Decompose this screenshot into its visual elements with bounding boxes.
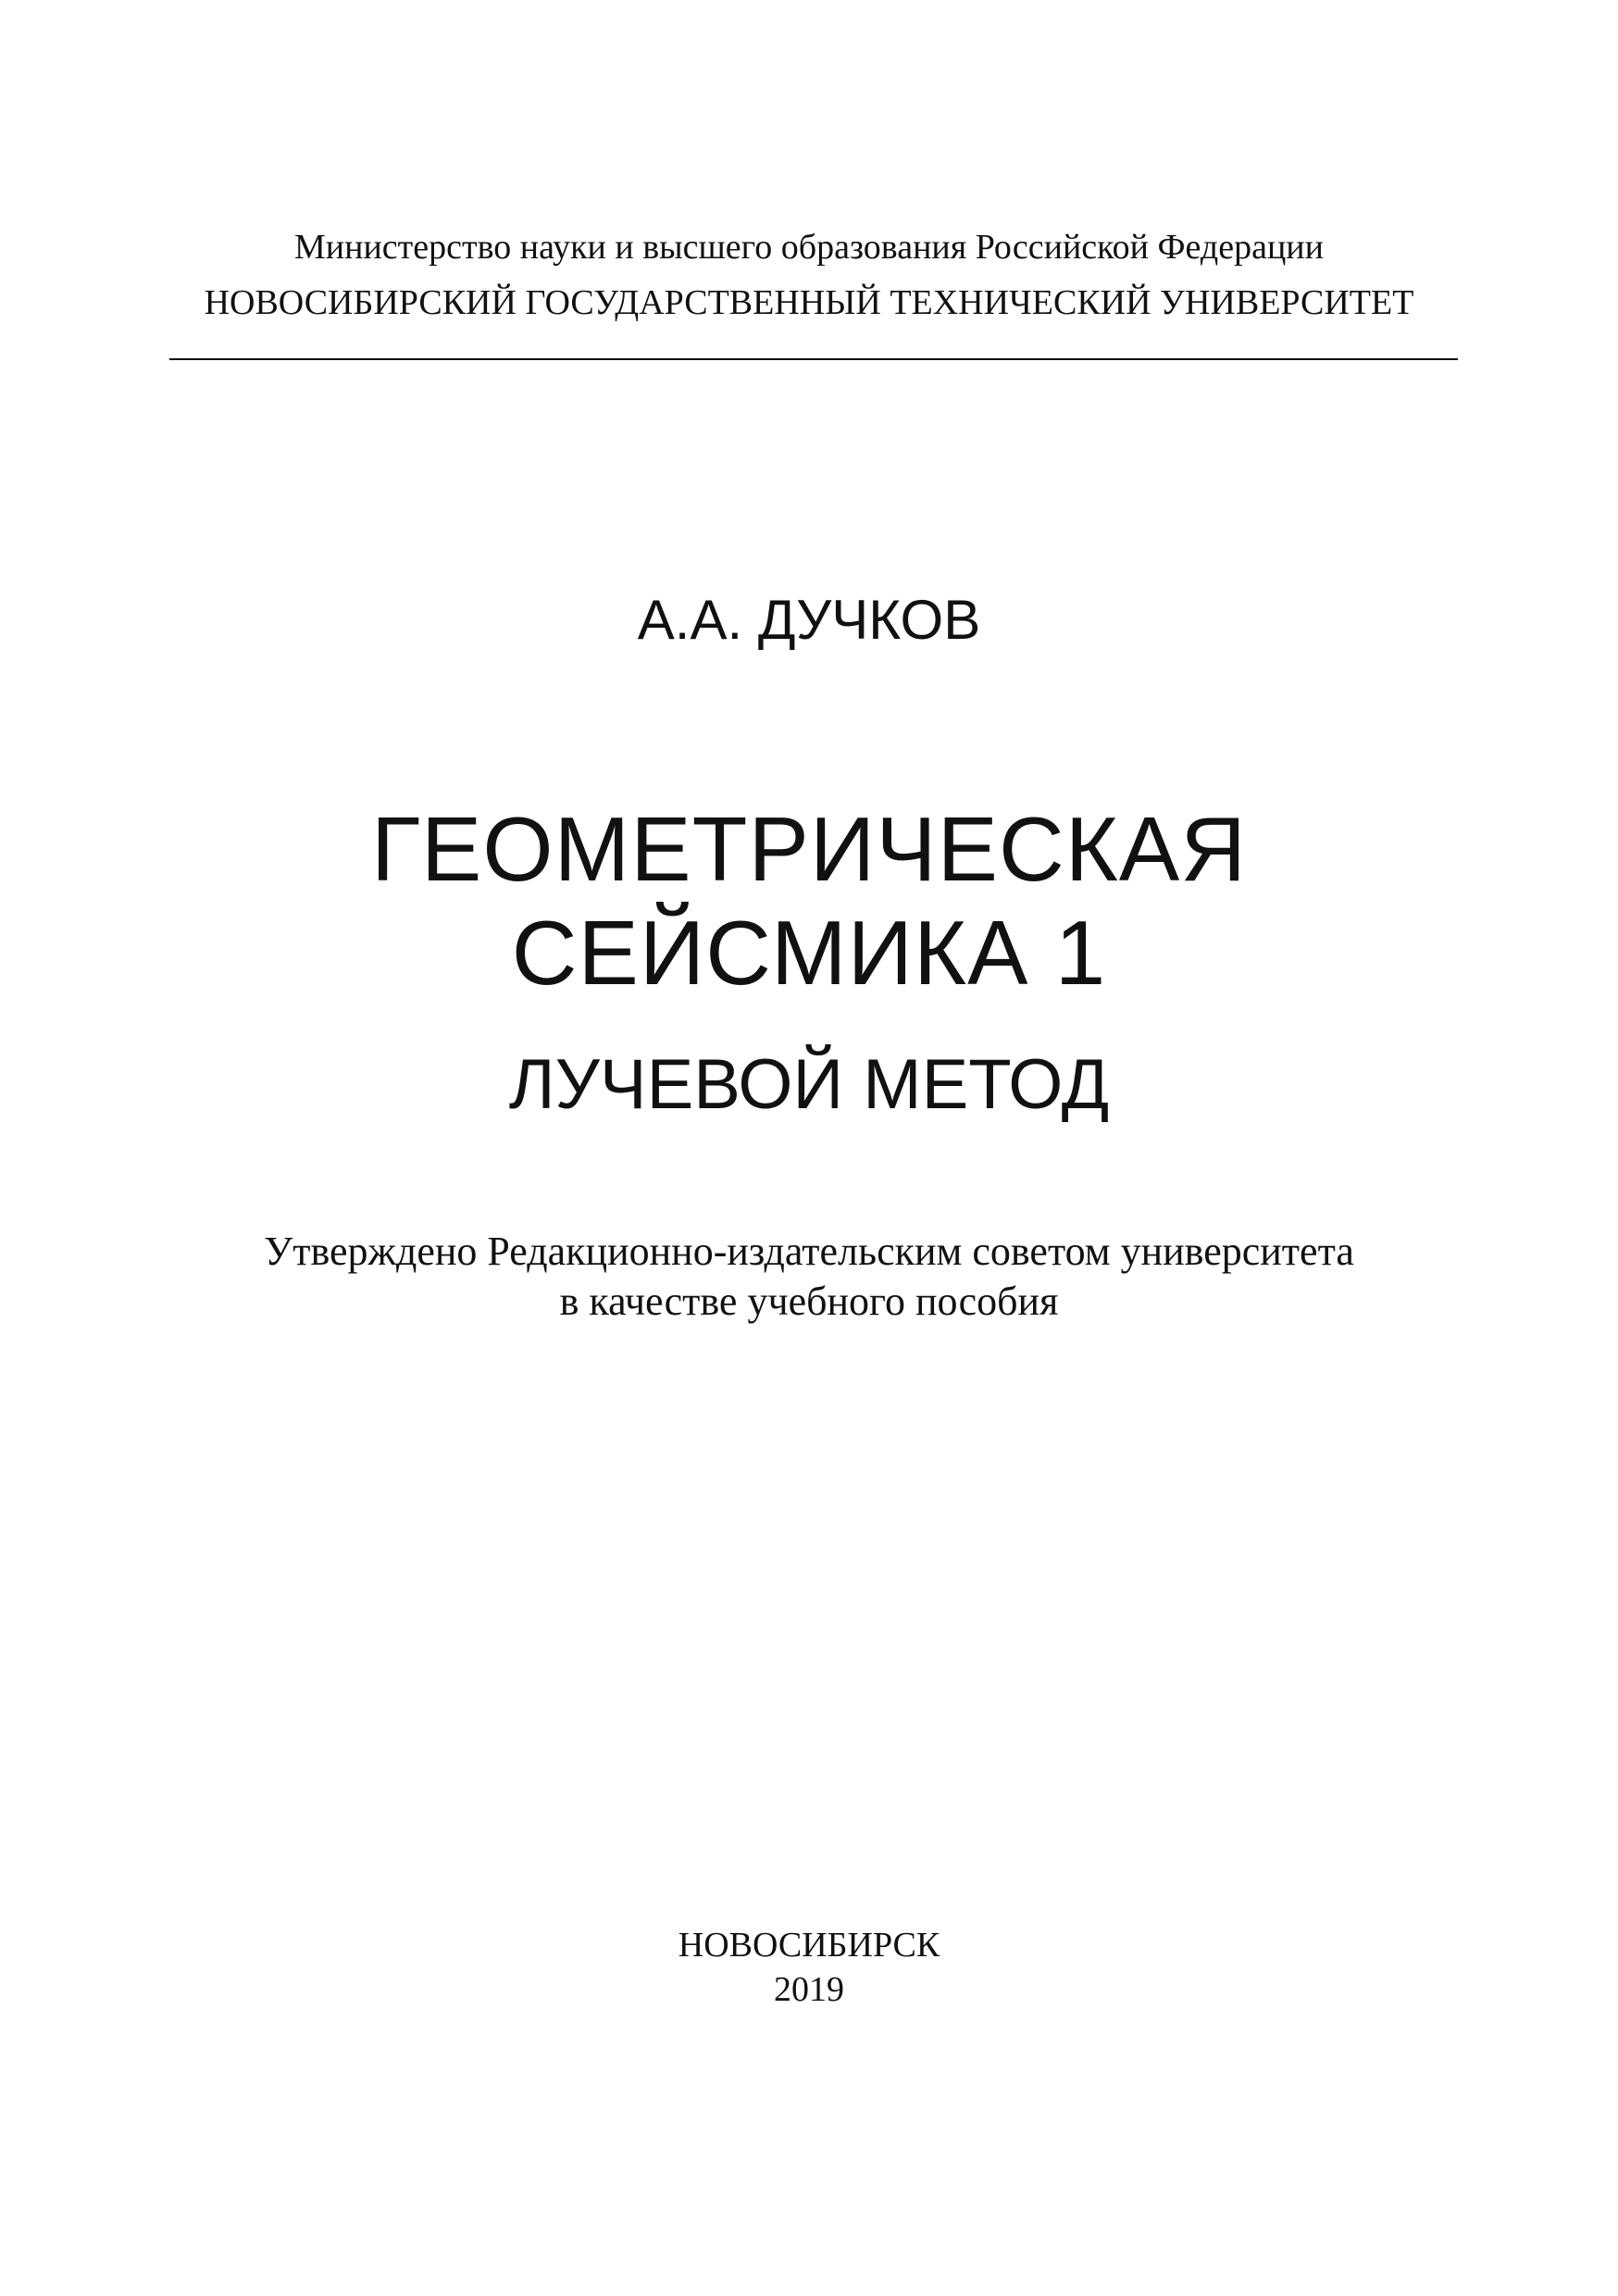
header-divider [169,358,1458,360]
publication-year: 2019 [774,1970,844,2009]
ministry-name: Министерство науки и высшего образования Российской Федерации [294,228,1324,267]
publication-city: НОВОСИБИРСК [678,1926,940,1965]
approval-note-line-2: в качестве учебного пособия [559,1279,1059,1324]
approval-note-line-1: Утверждено Редакционно-издательским советом университета [264,1229,1354,1274]
book-subtitle: ЛУЧЕВОЙ МЕТОД [508,1045,1110,1124]
book-title-line-1: ГЕОМЕТРИЧЕСКАЯ [370,798,1247,900]
book-title-line-2: СЕЙСМИКА 1 [511,902,1107,1004]
university-name: НОВОСИБИРСКИЙ ГОСУДАРСТВЕННЫЙ ТЕХНИЧЕСКИЙ УНИВЕРСИТЕТ [204,283,1414,322]
author-name: А.А. ДУЧКОВ [637,589,981,651]
